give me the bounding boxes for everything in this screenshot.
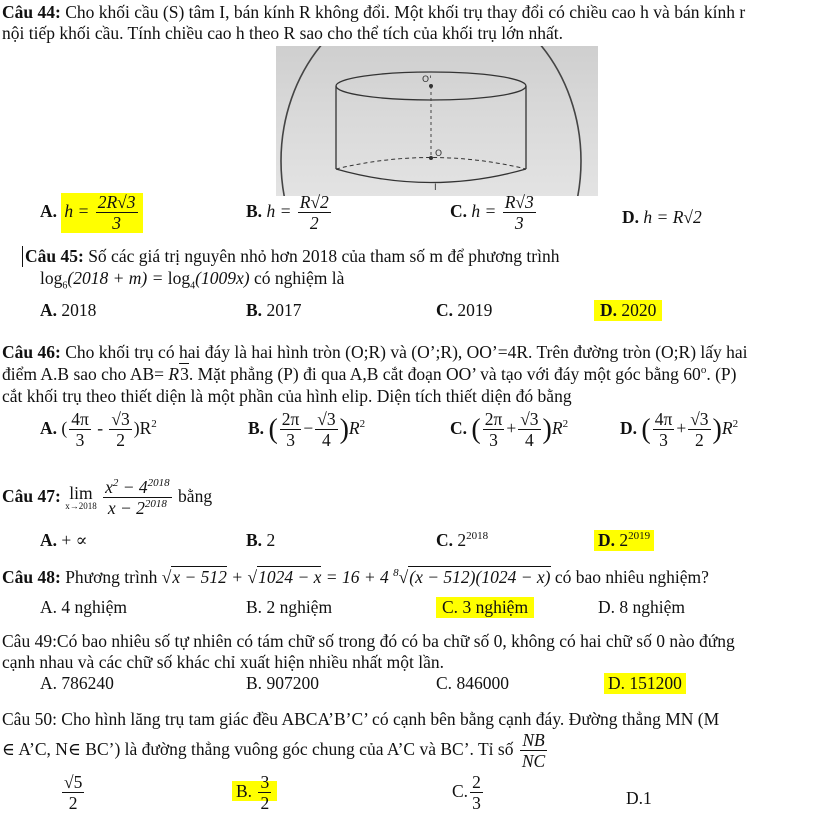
- q49-option-a[interactable]: A. 786240: [40, 673, 114, 693]
- q50-option-c[interactable]: C. $\frac{2}{3}$: [452, 772, 481, 813]
- photo-label-middle: O: [435, 149, 443, 159]
- q44-option-b[interactable]: B. h = $\frac{R√2}{2}$: [246, 192, 329, 234]
- q44-label: Câu 44:: [2, 2, 61, 22]
- q45-line1: Câu 45: Số các giá trị nguyên nhỏ hơn 2018 của tham số m để phương trình: [22, 246, 559, 267]
- q46-line2: điểm A.B sao cho AB= R3. Mặt phẳng (P) đi qua A,B cắt đoạn OO’ và tạo với đáy một góc bằng 60$^o$. (P): [2, 364, 737, 384]
- q44-line1: Câu 44: Cho khối cầu (S) tâm I, bán kính R không đổi. Một khối trụ thay đổi có chiều cao h và bán kính r: [2, 2, 746, 22]
- q49-line1: Câu 49:Có bao nhiêu số tự nhiên có tám chữ số trong đó có ba chữ số 0, không có hai chữ số 0 nào đứng: [2, 631, 735, 651]
- q46-option-b[interactable]: B. ( $\frac{2\pi}{3}$ − $\frac{√3}{4}$ )$R^2$: [248, 409, 366, 451]
- q50-line2: ∈ A’C, N∈ BC’) là đường thẳng vuông góc chung của A’C và BC’. Tỉ số $\frac{NB}{NC}$: [2, 730, 546, 772]
- sphere-cylinder-photo: [276, 46, 598, 196]
- q45-option-a[interactable]: A. 2018: [40, 300, 97, 320]
- q48-option-a[interactable]: A. 4 nghiệm: [40, 597, 128, 617]
- q44-option-d[interactable]: D. h = R√2: [622, 207, 702, 227]
- q47-option-b[interactable]: B. 2: [246, 530, 276, 550]
- q44-option-a[interactable]: A. h = $\frac{2R√3}{3}$: [40, 193, 143, 233]
- q45-equation: $\log_6(2018 + m) = \log_4(1009x)$ có nghiệm là: [40, 268, 345, 292]
- q47-option-c[interactable]: C. $2^{2018}$: [436, 530, 489, 550]
- q46-line3: cắt khối trụ theo thiết diện là một phần của hình elip. Diện tích thiết diện đó bằng: [2, 386, 572, 406]
- photo-label-bottom: I: [434, 183, 437, 193]
- q50-line1: Câu 50: Cho hình lăng trụ tam giác đều ABCA’B’C’ có cạnh bên bằng cạnh đáy. Đường thẳng MN (M: [2, 709, 720, 729]
- q49-option-d[interactable]: D. 151200: [604, 673, 686, 694]
- q49-option-b[interactable]: B. 907200: [246, 673, 319, 693]
- q49-line2: cạnh nhau và các chữ số khác chỉ xuất hiện nhiều nhất một lần.: [2, 652, 444, 672]
- q50-option-a[interactable]: $\frac{√5}{2}$: [64, 772, 83, 813]
- q47-option-a[interactable]: A. + ∝: [40, 530, 88, 550]
- q46-option-c[interactable]: C. ( $\frac{2\pi}{3}$ + $\frac{√3}{4}$ )$R^2$: [450, 409, 569, 451]
- q45-option-c[interactable]: C. 2019: [436, 300, 493, 320]
- q48-option-c[interactable]: C. 3 nghiệm: [436, 597, 534, 618]
- q47-line: Câu 47: lim x→2018 $\frac{x^2 - 4^{2018}}{x - 2^{2018}}$ bằng: [2, 477, 213, 519]
- q46-option-d[interactable]: D. ( $\frac{4\pi}{3}$ + $\frac{√3}{2}$ )$R^2$: [620, 409, 739, 451]
- q44-option-c[interactable]: C. h = $\frac{R√3}{3}$: [450, 192, 534, 234]
- q48-line: Câu 48: Phương trình √x − 512 + √1024 − x = 16 + 4 $^8$√(x − 512)(1024 − x) có bao nhiêu nghiệm?: [2, 567, 709, 587]
- q50-option-b[interactable]: B. $\frac{3}{2}$: [232, 773, 277, 813]
- q46-option-a[interactable]: A. ( $\frac{4\pi}{3}$ - $\frac{√3}{2}$ )$R^2$: [40, 409, 157, 451]
- q49-option-c[interactable]: C. 846000: [436, 673, 509, 693]
- q46-line1: Câu 46: Cho khối trụ có hai đáy là hai hình tròn (O;R) và (O’;R), OO’=4R. Trên đường tròn (O;R) lấy hai: [2, 342, 748, 362]
- q50-option-d[interactable]: D.1: [626, 788, 652, 808]
- q45-option-d[interactable]: D. 2020: [594, 300, 662, 321]
- q48-option-b[interactable]: B. 2 nghiệm: [246, 597, 333, 617]
- q45-option-b[interactable]: B. 2017: [246, 300, 302, 320]
- q48-option-d[interactable]: D. 8 nghiệm: [598, 597, 686, 617]
- q47-option-d[interactable]: D. $2^{2019}$: [594, 530, 654, 551]
- photo-label-top: O': [422, 75, 432, 85]
- q44-line2: nội tiếp khối cầu. Tính chiều cao h theo R sao cho thể tích của khối trụ lớn nhất.: [2, 23, 564, 43]
